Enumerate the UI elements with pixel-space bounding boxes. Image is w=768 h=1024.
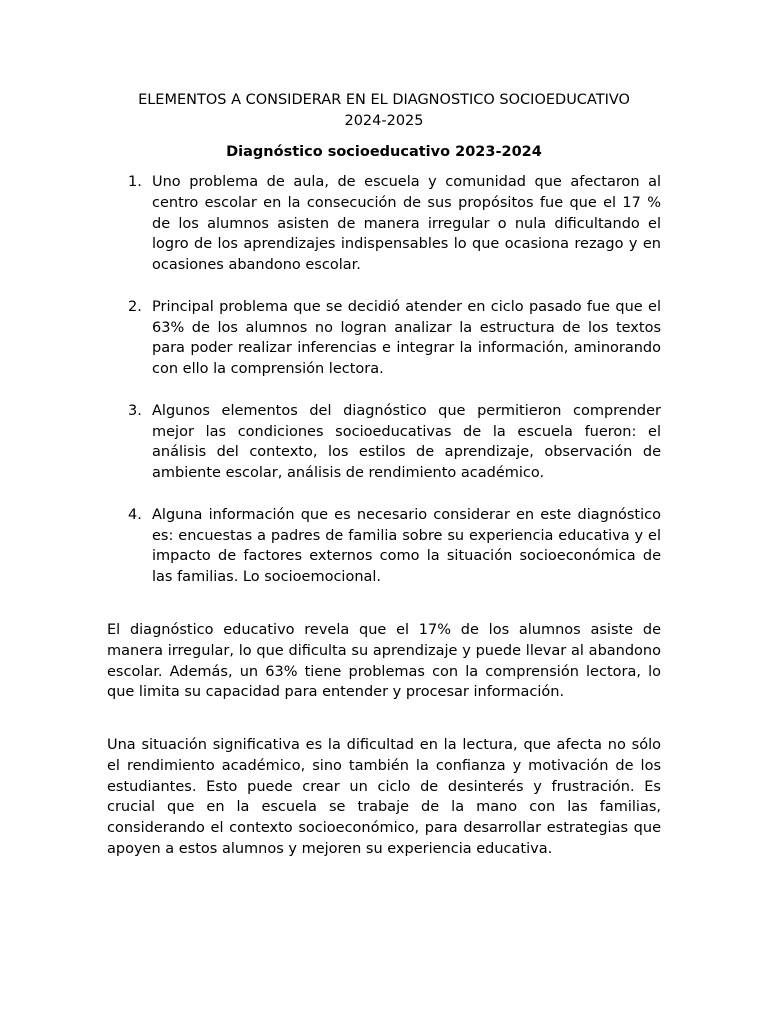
list-item (107, 297, 661, 380)
list-item-text: Uno problema de aula, de escuela y comunidad que afectaron al centro escolar en la consecución de sus propósitos fue que el 17 % de los alumnos asisten de manera irregular o nula dificultando el logro de los aprendizajes indispensables lo que ocasiona rezago y en ocasiones abandono escolar. (152, 174, 661, 274)
list-item-text: Alguna información que es necesario considerar en este diagnóstico es: encuestas a padres de familia sobre su experiencia educativa y el impacto de factores externos como la situación socioeconómica de las familias. Lo socioemocional. (152, 506, 661, 586)
heading-line-2: 2024-2025 (344, 113, 424, 129)
list-item (107, 401, 661, 484)
list-item-number: 3. (128, 402, 142, 419)
list-item-text: Principal problema que se decidió atender en ciclo pasado fue que el 63% de los alumnos no logran analizar la estructura de los textos para poder realizar inferencias e integrar la información, aminorando con ello la comprensión lectora. (152, 298, 661, 378)
document-subtitle: Diagnóstico socioeducativo 2023-2024 (226, 144, 542, 160)
numbered-list (107, 172, 661, 609)
paragraph-significant-situation: Una situación significativa es la dificultad en la lectura, que afecta no sólo el rendimiento académico, sino también la confianza y motivación de los estudiantes. Esto puede crear un ciclo de desinterés y frustración. Es crucial que en la escuela se trabaje de la mano con las familias, considerando el contexto socioeconómico, para desarrollar estrategias que apoyen a estos alumnos y mejoren su experiencia educativa. (107, 737, 661, 857)
heading-line-1: ELEMENTOS A CONSIDERAR EN EL DIAGNOSTICO SOCIOEDUCATIVO (138, 92, 630, 108)
list-item (107, 172, 661, 276)
list-item (107, 505, 661, 588)
paragraph-summary: El diagnóstico educativo revela que el 17% de los alumnos asiste de manera irregular, lo que dificulta su aprendizaje y puede llevar al abandono escolar. Además, un 63% tiene problemas con la comprensión lectora, lo que limita su capacidad para entender y procesar información. (107, 622, 661, 701)
list-item-number: 1. (128, 174, 142, 190)
list-item-number: 4. (128, 506, 142, 523)
list-item-text: Algunos elementos del diagnóstico que permitieron comprender mejor las condiciones socioeducativas de la escuela fueron: el análisis del contexto, los estilos de aprendizaje, observación de ambiente escolar, análisis de rendimiento académico. (152, 402, 661, 482)
list-item-number: 2. (128, 298, 142, 315)
document-heading (107, 90, 661, 132)
